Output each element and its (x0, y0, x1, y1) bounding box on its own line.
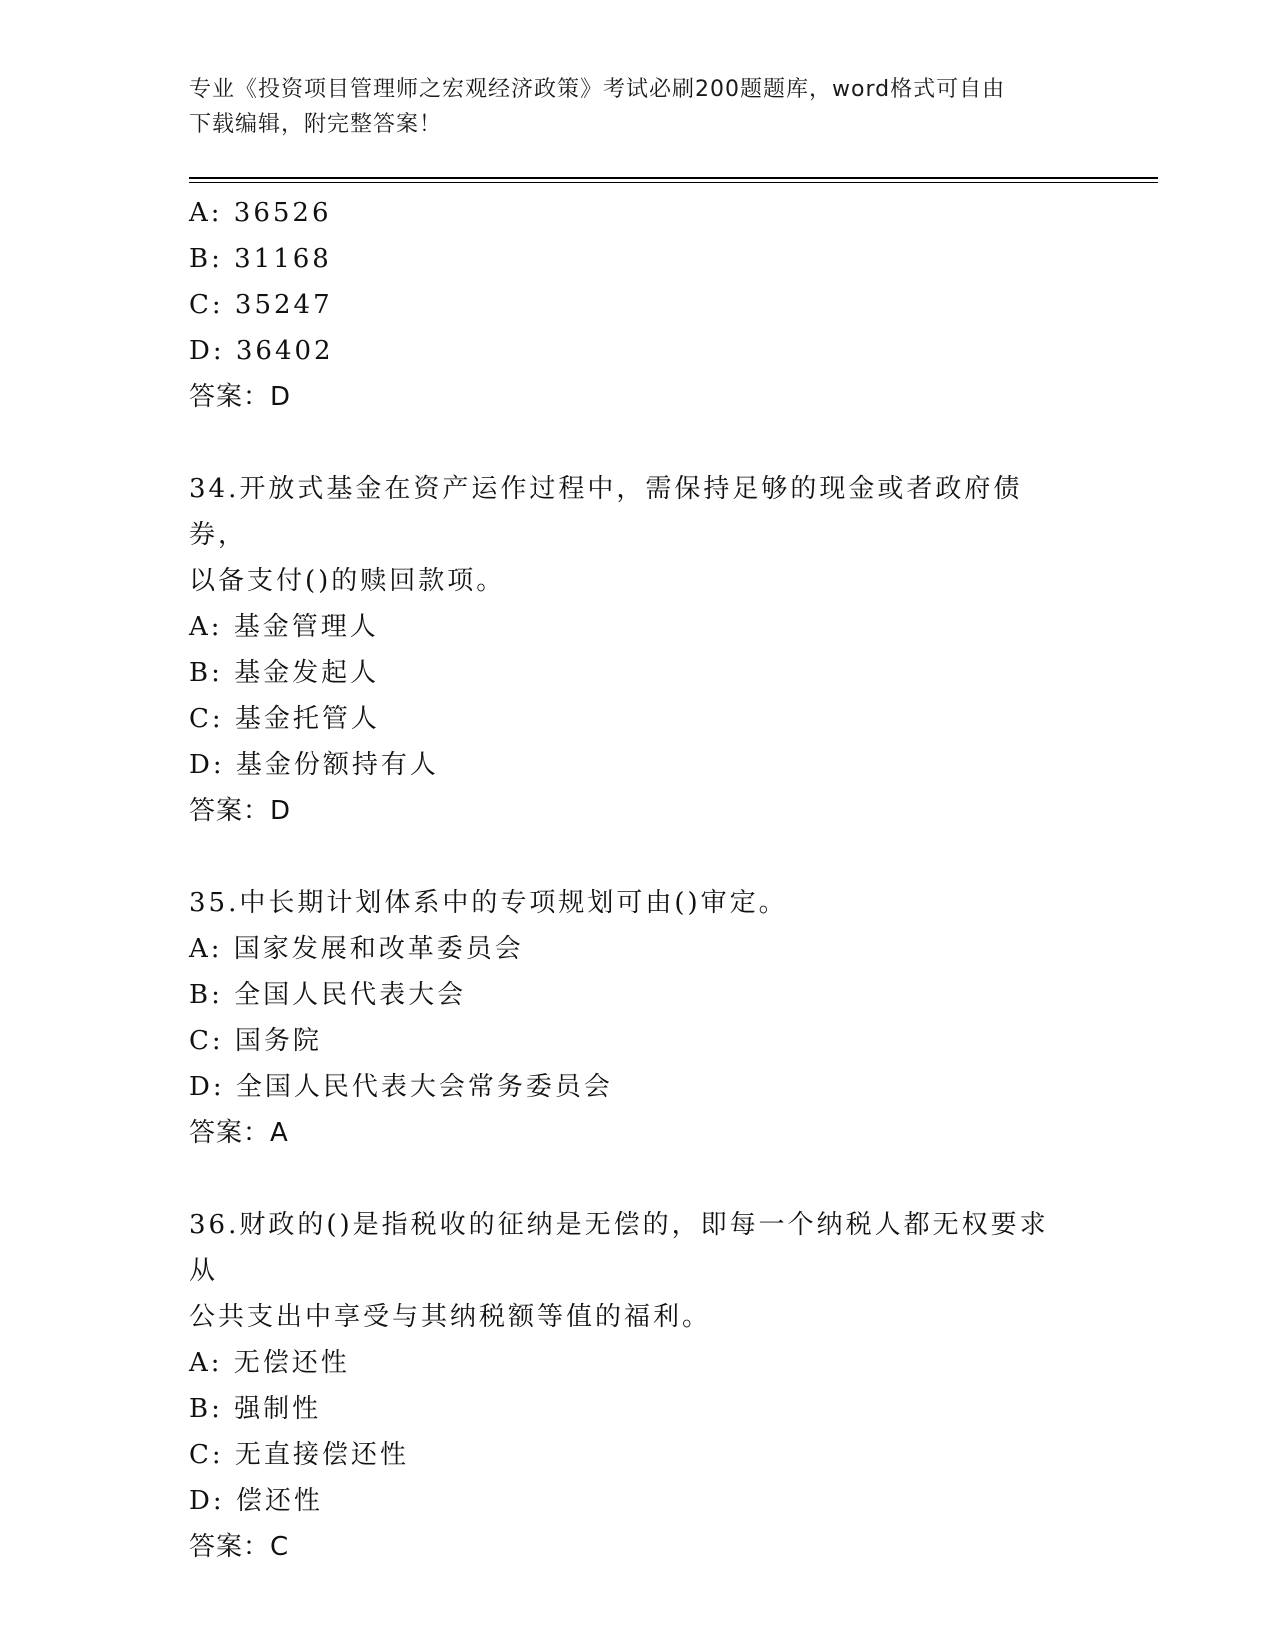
question-34 (189, 466, 1089, 834)
document-body (189, 190, 1089, 1570)
question-36 (189, 1202, 1089, 1570)
option-c: C: 无直接偿还性 (189, 1440, 409, 1470)
header-divider-thin (189, 182, 1158, 183)
option-b: B: 全国人民代表大会 (189, 980, 467, 1010)
question-35 (189, 880, 1089, 1156)
document-header (189, 72, 1069, 142)
option-d: D: 基金份额持有人 (189, 750, 439, 780)
option-a: A: 基金管理人 (189, 612, 379, 642)
option-a: A: 无偿还性 (189, 1348, 350, 1378)
option-d: D: 36402 (189, 336, 334, 366)
option-c: C: 35247 (189, 290, 333, 320)
question-33 (189, 190, 1089, 420)
question-stem-line-2: 以备支付()的赎回款项。 (189, 566, 506, 596)
question-stem (189, 880, 1069, 926)
option-c: C: 基金托管人 (189, 704, 380, 734)
header-divider-thick (189, 177, 1158, 179)
question-stem-line-1: 34.开放式基金在资产运作过程中，需保持足够的现金或者政府债券， (189, 474, 1023, 550)
option-b: B: 强制性 (189, 1394, 322, 1424)
answer: 答案：A (189, 1118, 289, 1148)
question-stem (189, 466, 1069, 604)
option-a: A: 36526 (189, 198, 332, 228)
option-b: B: 基金发起人 (189, 658, 380, 688)
question-stem-line-1: 35.中长期计划体系中的专项规划可由()审定。 (189, 888, 788, 918)
option-a: A: 国家发展和改革委员会 (189, 934, 524, 964)
option-c: C: 国务院 (189, 1026, 322, 1056)
option-d: D: 全国人民代表大会常务委员会 (189, 1072, 613, 1102)
option-b: B: 31168 (189, 244, 332, 274)
question-stem-line-2: 公共支出中享受与其纳税额等值的福利。 (189, 1302, 712, 1332)
answer: 答案：D (189, 382, 292, 412)
question-stem-line-1: 36.财政的()是指税收的征纳是无偿的，即每一个纳税人都无权要求从 (189, 1210, 1049, 1286)
header-line-2: 下载编辑，附完整答案！ (189, 112, 443, 137)
option-d: D: 偿还性 (189, 1486, 323, 1516)
question-stem (189, 1202, 1069, 1340)
answer: 答案：D (189, 796, 292, 826)
answer: 答案：C (189, 1532, 290, 1562)
header-line-1: 专业《投资项目管理师之宏观经济政策》考试必刷200题题库，word格式可自由 (189, 77, 1006, 102)
